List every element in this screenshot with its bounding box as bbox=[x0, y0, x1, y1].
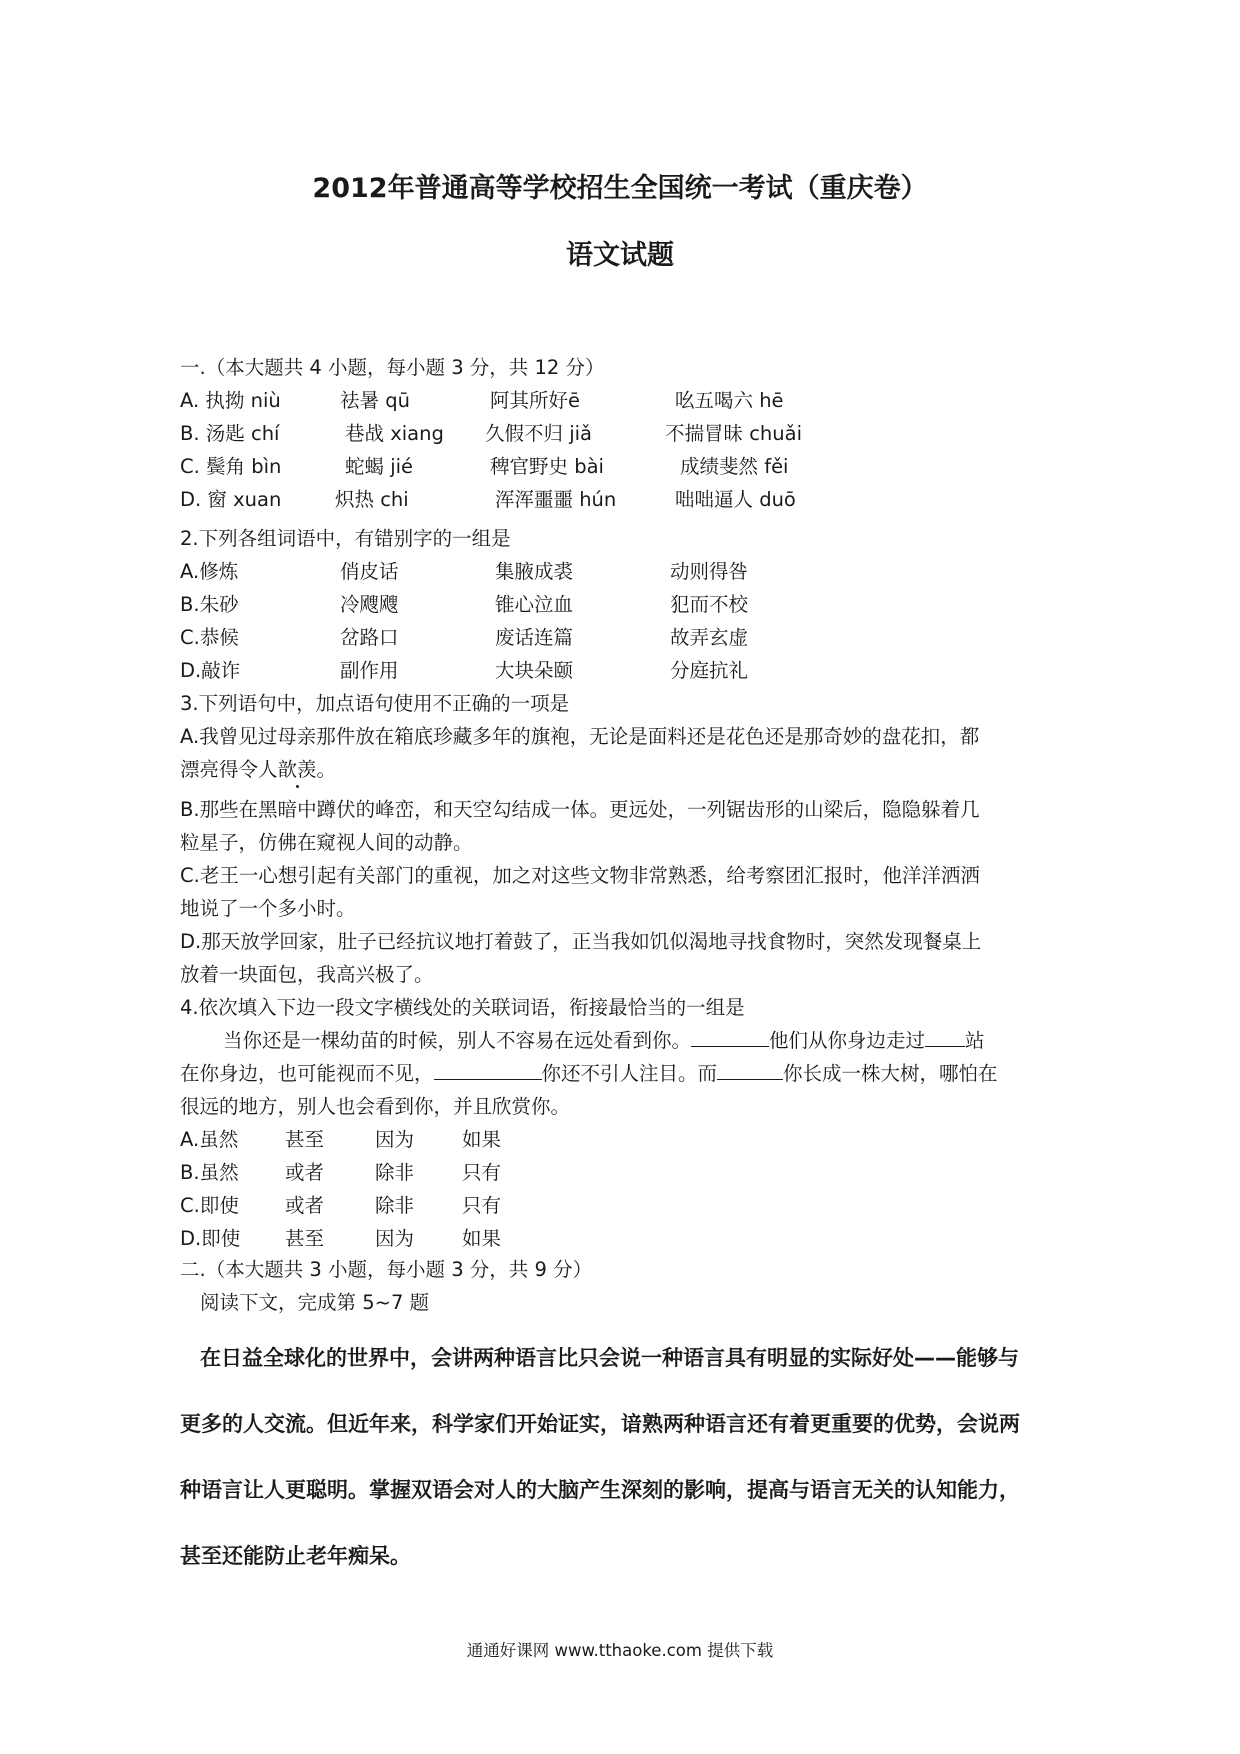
q4-l1c: 站 bbox=[965, 1029, 985, 1052]
q4-b-2: 或者 bbox=[285, 1161, 325, 1184]
q1-a-1: A. 执拗 niù bbox=[180, 389, 281, 412]
q3-option-b-line1: B.那些在黑暗中蹲伏的峰峦，和天空勾结成一体。更远处，一列锯齿形的山梁后，隐隐躲着几 bbox=[180, 798, 980, 821]
q4-d-1: D.即使 bbox=[180, 1227, 241, 1250]
q3-option-b-line2: 粒星子，仿佛在窥视人间的动静。 bbox=[180, 831, 473, 854]
q3-stem: 3.下列语句中，加点语句使用不正确的一项是 bbox=[180, 692, 570, 715]
q2-d-4: 分庭抗礼 bbox=[670, 659, 749, 682]
q4-a-2: 甚至 bbox=[285, 1128, 325, 1151]
q4-d-4: 如果 bbox=[462, 1227, 502, 1250]
q4-d-3: 因为 bbox=[375, 1227, 415, 1250]
q4-d-2: 甚至 bbox=[285, 1227, 325, 1250]
q4-passage-line1 bbox=[223, 1025, 985, 1053]
q4-stem: 4.依次填入下边一段文字横线处的关联词语，衔接最恰当的一组是 bbox=[180, 996, 745, 1019]
q3-a-post: 。 bbox=[316, 758, 337, 781]
passage-line-1: 在日益全球化的世界中，会讲两种语言比只会说一种语言具有明显的实际好处——能够与 bbox=[200, 1346, 1019, 1370]
q1-a-4: 吆五喝六 hē bbox=[675, 389, 784, 412]
q4-b-3: 除非 bbox=[375, 1161, 415, 1184]
q1-c-4: 成绩斐然 fěi bbox=[680, 455, 789, 478]
q1-d-2: 炽热 chi bbox=[335, 488, 409, 511]
q2-a-2: 俏皮话 bbox=[340, 560, 399, 583]
exam-subtitle: 语文试题 bbox=[566, 240, 674, 271]
q3-option-c-line1: C.老王一心想引起有关部门的重视，加之对这些文物非常熟悉，给考察团汇报时，他洋洋洒洒 bbox=[180, 864, 980, 887]
q4-a-4: 如果 bbox=[462, 1128, 502, 1151]
q3-option-d-line2: 放着一块面包，我高兴极了。 bbox=[180, 963, 434, 986]
q4-l2a: 在你身边，也可能视而不见， bbox=[180, 1062, 434, 1085]
q1-b-4: 不揣冒昧 chuǎi bbox=[665, 422, 803, 445]
q2-d-2: 副作用 bbox=[340, 659, 399, 682]
q4-c-4: 只有 bbox=[462, 1194, 502, 1217]
q4-b-4: 只有 bbox=[462, 1161, 502, 1184]
q3-option-a-line1: A.我曾见过母亲那件放在箱底珍藏多年的旗袍，无论是面料还是花色还是那奇妙的盘花扣，都 bbox=[180, 725, 980, 748]
q2-c-4: 故弄玄虚 bbox=[670, 626, 749, 649]
q1-b-1: B. 汤匙 chí bbox=[180, 422, 280, 445]
q4-passage-line2 bbox=[180, 1058, 998, 1086]
q2-a-1: A.修炼 bbox=[180, 560, 239, 583]
q2-c-1: C.恭候 bbox=[180, 626, 239, 649]
q4-l2c: 你长成一株大树，哪怕在 bbox=[783, 1062, 998, 1085]
q2-d-1: D.敲诈 bbox=[180, 659, 241, 682]
q4-c-3: 除非 bbox=[375, 1194, 415, 1217]
q4-c-2: 或者 bbox=[285, 1194, 325, 1217]
q2-b-2: 冷飕飕 bbox=[340, 593, 399, 616]
q4-a-1: A.虽然 bbox=[180, 1128, 239, 1151]
q4-l1b: 他们从你身边走过 bbox=[769, 1029, 926, 1052]
q1-b-2: 巷战 xiang bbox=[345, 422, 444, 445]
q4-blank-1 bbox=[691, 1026, 769, 1047]
q1-d-4: 咄咄逼人 duō bbox=[675, 488, 796, 511]
q1-c-2: 蛇蝎 jié bbox=[345, 455, 414, 478]
q4-l1a: 当你还是一棵幼苗的时候，别人不容易在远处看到你。 bbox=[223, 1029, 692, 1052]
q3-option-c-line2: 地说了一个多小时。 bbox=[180, 897, 356, 920]
passage-line-2: 更多的人交流。但近年来，科学家们开始证实，谙熟两种语言还有着更重要的优势，会说两 bbox=[180, 1412, 1020, 1436]
q1-d-1: D. 窗 xuan bbox=[180, 488, 282, 511]
q1-a-3: 阿其所好ē bbox=[490, 389, 580, 412]
q2-c-3: 废话连篇 bbox=[495, 626, 574, 649]
section-2-instruction: 阅读下文，完成第 5~7 题 bbox=[200, 1291, 430, 1314]
q4-c-1: C.即使 bbox=[180, 1194, 239, 1217]
q4-passage-line3: 很远的地方，别人也会看到你，并且欣赏你。 bbox=[180, 1095, 571, 1118]
q4-blank-4 bbox=[717, 1059, 783, 1080]
q1-a-2: 祛暑 qū bbox=[340, 389, 410, 412]
q4-blank-2 bbox=[925, 1026, 965, 1047]
q2-b-1: B.朱砂 bbox=[180, 593, 239, 616]
passage-line-3: 种语言让人更聪明。掌握双语会对人的大脑产生深刻的影响，提高与语言无关的认知能力， bbox=[180, 1478, 1020, 1502]
q4-blank-3 bbox=[434, 1059, 542, 1080]
q1-d-3: 浑浑噩噩 hún bbox=[495, 488, 617, 511]
q2-a-4: 动则得咎 bbox=[670, 560, 749, 583]
passage-line-4: 甚至还能防止老年痴呆。 bbox=[180, 1544, 411, 1568]
q4-b-1: B.虽然 bbox=[180, 1161, 239, 1184]
q1-c-3: 稗官野史 bài bbox=[490, 455, 604, 478]
q2-d-3: 大块朵颐 bbox=[495, 659, 574, 682]
q2-stem: 2.下列各组词语中，有错别字的一组是 bbox=[180, 527, 511, 550]
q4-l2b: 你还不引人注目。而 bbox=[541, 1062, 718, 1085]
q1-c-1: C. 鬓角 bìn bbox=[180, 455, 282, 478]
exam-title: 2012年普通高等学校招生全国统一考试（重庆卷） bbox=[312, 173, 928, 204]
q2-b-4: 犯而不校 bbox=[670, 593, 749, 616]
page-footer: 通通好课网 www.tthaoke.com 提供下载 bbox=[466, 1641, 774, 1660]
q4-a-3: 因为 bbox=[375, 1128, 415, 1151]
q2-a-3: 集腋成裘 bbox=[495, 560, 574, 583]
q3-option-a-line2 bbox=[180, 754, 336, 782]
q3-a-dotted-word: 歆羡 bbox=[278, 754, 317, 782]
q3-a-pre: 漂亮得令人 bbox=[180, 758, 278, 781]
q3-option-d-line1: D.那天放学回家，肚子已经抗议地打着鼓了，正当我如饥似渴地寻找食物时，突然发现餐桌上 bbox=[180, 930, 982, 953]
q1-b-3: 久假不归 jiǎ bbox=[485, 422, 592, 445]
section-1-header: 一.（本大题共 4 小题，每小题 3 分，共 12 分） bbox=[180, 356, 605, 379]
q2-b-3: 锥心泣血 bbox=[495, 593, 574, 616]
q2-c-2: 岔路口 bbox=[340, 626, 399, 649]
section-2-header: 二.（本大题共 3 小题，每小题 3 分，共 9 分） bbox=[180, 1258, 593, 1281]
